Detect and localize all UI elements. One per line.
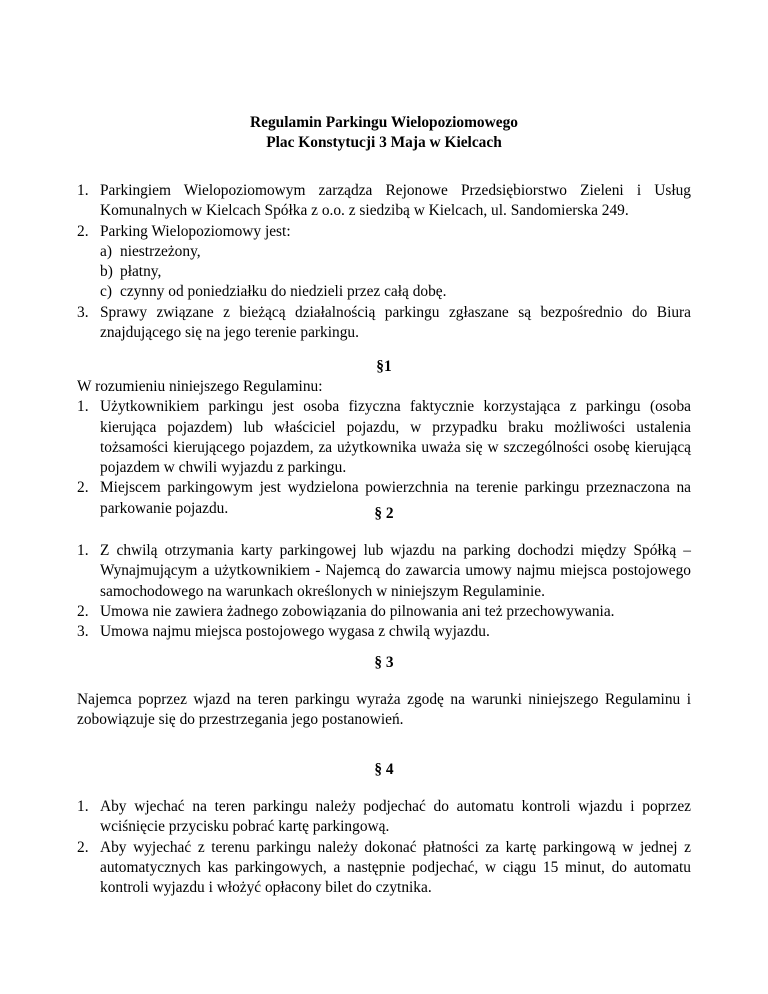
section-2-list bbox=[77, 541, 691, 642]
list-number: 2. bbox=[77, 602, 89, 620]
section-1 bbox=[77, 377, 691, 519]
list-item-text: Sprawy związane z bieżącą działalnością parkingu zgłaszane są bezpośrednio do Biura znajdującego się na jego terenie parkingu. bbox=[100, 303, 691, 342]
sub-list-letter: a) bbox=[100, 242, 112, 260]
title-line-1: Regulamin Parkingu Wielopoziomowego bbox=[250, 114, 518, 131]
section-2 bbox=[77, 541, 691, 642]
list-item-text: Aby wyjechać z terenu parkingu należy dokonać płatności za kartę parkingową w jednej z automatycznych kas parkingowych, a następnie podjechać, w ciągu 15 minut, do automatu kontroli wyjazdu i włożyć opłacony bilet do czytnika. bbox=[100, 838, 691, 897]
sub-list-item-text: niestrzeżony, bbox=[120, 242, 201, 260]
section-4-heading: § 4 bbox=[374, 761, 394, 778]
list-number: 2. bbox=[77, 479, 89, 497]
section-4-list bbox=[77, 797, 691, 898]
list-item bbox=[77, 602, 691, 622]
list-number: 3. bbox=[77, 623, 89, 641]
list-item bbox=[77, 622, 691, 642]
list-item-text: Parking Wielopoziomowy jest: bbox=[100, 222, 291, 240]
list-number: 1. bbox=[77, 798, 89, 815]
section-3-text: Najemca poprzez wjazd na teren parkingu wyraża zgodę na warunki niniejszego Regulaminu i zobowiązuje się do przestrzegania jego postanowień. bbox=[77, 691, 691, 729]
sub-list-item-text: płatny, bbox=[120, 263, 162, 281]
sub-list-item bbox=[100, 242, 691, 262]
intro-section bbox=[77, 181, 691, 343]
sub-list-letter: c) bbox=[100, 283, 112, 301]
section-1-heading: §1 bbox=[376, 358, 392, 375]
list-number: 2. bbox=[77, 222, 89, 240]
list-number: 1. bbox=[77, 542, 89, 559]
list-item bbox=[77, 181, 691, 222]
list-item-text: Umowa najmu miejsca postojowego wygasa z chwilą wyjazdu. bbox=[100, 623, 490, 641]
list-item bbox=[77, 541, 691, 602]
list-item-text: Miejscem parkingowym jest wydzielona powierzchnia na terenie parkingu przeznaczona na parkowanie pojazdu. bbox=[100, 479, 691, 517]
sub-list-letter: b) bbox=[100, 263, 113, 281]
list-item bbox=[77, 397, 691, 478]
section-1-lead: W rozumieniu niniejszego Regulaminu: bbox=[77, 378, 323, 395]
list-item bbox=[77, 222, 691, 303]
list-item-text: Z chwilą otrzymania karty parkingowej lub wjazdu na parking dochodzi między Spółką – Wynajmującym a użytkownikiem - Najemcą do zawarcia umowy najmu miejsca postojowego samochodowego na warunkach określonych w niniejszym Regulaminie. bbox=[100, 542, 691, 600]
document-title bbox=[0, 113, 768, 154]
list-number: 2. bbox=[77, 838, 89, 856]
section-2-heading: § 2 bbox=[374, 505, 394, 522]
sub-list-item bbox=[100, 282, 691, 302]
list-item bbox=[77, 303, 691, 344]
section-4 bbox=[77, 797, 691, 898]
list-number: 1. bbox=[77, 182, 89, 199]
section-3-heading: § 3 bbox=[374, 654, 394, 671]
list-item-text: Parkingiem Wielopoziomowym zarządza Rejonowe Przedsiębiorstwo Zieleni i Usług Komunalnych w Kielcach Spółka z o.o. z siedzibą w Kielcach, ul. Sandomierska 249. bbox=[100, 182, 691, 220]
list-number: 3. bbox=[77, 303, 89, 321]
list-item-text: Użytkownikiem parkingu jest osoba fizyczna faktycznie korzystająca z parkingu (osoba kierująca pojazdem) lub właściciel pojazdu, w przypadku braku możliwości ustalenia tożsamości kierującego pojazdem, za użytkownika uważa się w szczególności osobę kierującą pojazdem w chwili wyjazdu z parkingu. bbox=[100, 398, 691, 477]
list-item-text: Umowa nie zawiera żadnego zobowiązania do pilnowania ani też przechowywania. bbox=[100, 602, 615, 620]
list-item bbox=[77, 838, 691, 899]
list-item bbox=[77, 797, 691, 838]
title-line-2: Plac Konstytucji 3 Maja w Kielcach bbox=[266, 134, 502, 152]
list-number: 1. bbox=[77, 398, 89, 416]
section-1-list bbox=[77, 397, 691, 519]
list-item-text: Aby wjechać na teren parkingu należy podjechać do automatu kontroli wjazdu i poprzez wciśnięcie przycisku pobrać kartę parkingową. bbox=[100, 798, 691, 836]
section-3 bbox=[77, 690, 691, 731]
sub-list bbox=[100, 242, 691, 303]
sub-list-item bbox=[100, 262, 691, 282]
intro-list bbox=[77, 181, 691, 343]
sub-list-item-text: czynny od poniedziałku do niedzieli przez całą dobę. bbox=[120, 283, 447, 301]
